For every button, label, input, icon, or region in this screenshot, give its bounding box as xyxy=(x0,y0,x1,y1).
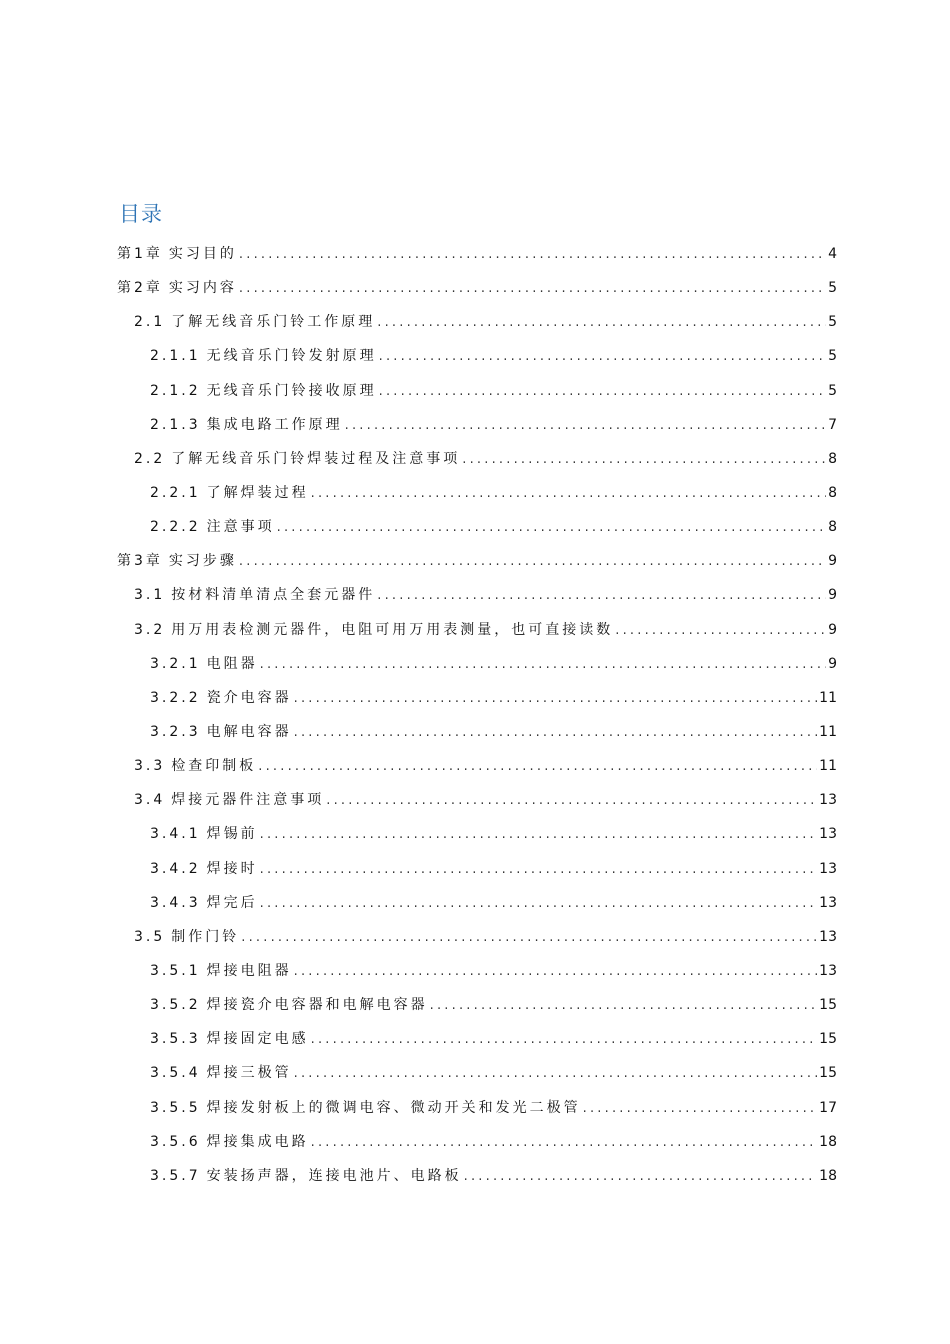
toc-entry-page-number: 15 xyxy=(819,1031,837,1048)
toc-dot-leader xyxy=(294,682,818,716)
toc-entry-page-number: 8 xyxy=(828,450,837,467)
toc-entry-number: 3.5.6 xyxy=(150,1133,201,1150)
toc-entry[interactable] xyxy=(117,715,837,749)
toc-entry-number: 3.5 xyxy=(134,928,166,945)
toc-entry-page-number: 13 xyxy=(819,826,837,843)
toc-entry-page-number: 5 xyxy=(828,348,837,365)
toc-entry[interactable] xyxy=(117,544,837,578)
toc-dot-leader xyxy=(377,306,826,340)
toc-entry-title: 集成电路工作原理 xyxy=(206,416,343,433)
toc-entry-title: 瓷介电容器 xyxy=(206,689,292,706)
toc-entry[interactable] xyxy=(117,1159,837,1193)
toc-dot-leader xyxy=(277,511,826,545)
toc-entry-title: 了解焊装过程 xyxy=(206,484,309,501)
toc-entry[interactable] xyxy=(117,374,837,408)
toc-entry[interactable] xyxy=(117,920,837,954)
toc-entry-number: 2.1.2 xyxy=(150,382,201,399)
toc-entry[interactable] xyxy=(117,476,837,510)
toc-entry-page-number: 9 xyxy=(828,655,837,672)
toc-entry-title: 实习目的 xyxy=(168,246,237,262)
toc-entry-title: 焊接元器件注意事项 xyxy=(171,792,325,809)
toc-dot-leader xyxy=(260,887,818,921)
toc-entry-title: 焊完后 xyxy=(206,894,258,911)
toc-entry-number: 3.5.5 xyxy=(150,1099,201,1116)
toc-entry-number: 第1章 xyxy=(117,246,163,262)
toc-entry-number: 3.5.4 xyxy=(150,1065,201,1082)
toc-entry[interactable] xyxy=(117,852,837,886)
toc-entry-title: 焊接瓷介电容器和电解电容器 xyxy=(206,997,428,1014)
toc-dot-leader xyxy=(615,614,826,648)
toc-entry[interactable] xyxy=(117,339,837,373)
toc-entry-number: 2.2.1 xyxy=(150,484,201,501)
toc-entry-page-number: 13 xyxy=(819,928,837,945)
toc-entry-page-number: 9 xyxy=(828,587,837,604)
toc-entry-number: 第2章 xyxy=(117,280,163,297)
toc-dot-leader xyxy=(462,443,826,477)
toc-entry-number: 3.1 xyxy=(134,587,166,604)
toc-entry-title: 实习步骤 xyxy=(168,553,237,570)
toc-entry[interactable] xyxy=(117,886,837,920)
toc-entry-title: 了解无线音乐门铃焊装过程及注意事项 xyxy=(171,450,461,467)
toc-dot-leader xyxy=(379,375,826,409)
toc-entry-page-number: 5 xyxy=(828,382,837,399)
toc-dot-leader xyxy=(258,750,817,784)
toc-entry[interactable] xyxy=(117,988,837,1022)
toc-entry[interactable] xyxy=(117,510,837,544)
toc-entry-title: 检查印制板 xyxy=(171,758,257,775)
toc-entry-title: 焊接三极管 xyxy=(206,1065,292,1082)
toc-entry-number: 2.2.2 xyxy=(150,519,201,536)
toc-entry-page-number: 7 xyxy=(828,416,837,433)
toc-entry-page-number: 9 xyxy=(828,553,837,570)
toc-entry-page-number: 11 xyxy=(819,758,837,775)
toc-entry-title: 安装扬声器，连接电池片、电路板 xyxy=(206,1167,462,1184)
toc-entry-title: 焊接时 xyxy=(206,860,258,877)
toc-dot-leader xyxy=(260,853,818,887)
toc-entry-title: 焊接固定电感 xyxy=(206,1031,309,1048)
toc-dot-leader xyxy=(464,1160,818,1194)
toc-entry-title: 焊接发射板上的微调电容、微动开关和发光二极管 xyxy=(206,1099,581,1116)
toc-dot-leader xyxy=(294,716,818,750)
toc-entry[interactable] xyxy=(117,408,837,442)
toc-entry-page-number: 18 xyxy=(819,1167,837,1184)
toc-entry-number: 3.5.2 xyxy=(150,997,201,1014)
toc-entry-title: 制作门铃 xyxy=(171,928,240,945)
toc-entry-page-number: 5 xyxy=(828,280,837,297)
toc-title: 目录 xyxy=(119,202,163,226)
toc-entry-number: 3.5.3 xyxy=(150,1031,201,1048)
toc-entry-page-number: 8 xyxy=(828,484,837,501)
toc-entry-number: 3.2.1 xyxy=(150,655,201,672)
toc-dot-leader xyxy=(311,1023,818,1057)
toc-entry-number: 2.1.1 xyxy=(150,348,201,365)
toc-entry-title: 按材料清单清点全套元器件 xyxy=(171,587,376,604)
toc-dot-leader xyxy=(583,1092,818,1126)
toc-dot-leader xyxy=(311,1126,818,1160)
toc-entry-number: 3.4.2 xyxy=(150,860,201,877)
toc-entry[interactable] xyxy=(117,681,837,715)
toc-entry[interactable] xyxy=(117,305,837,339)
toc-entry-title: 电阻器 xyxy=(206,655,258,672)
toc-dot-leader xyxy=(326,784,817,818)
toc-entry-number: 2.1 xyxy=(134,314,166,331)
toc-entry-page-number: 8 xyxy=(828,519,837,536)
toc-dot-leader xyxy=(260,818,818,852)
toc-entry-title: 电解电容器 xyxy=(206,723,292,740)
toc-entry[interactable] xyxy=(117,1125,837,1159)
toc-entry-page-number: 13 xyxy=(819,962,837,979)
toc-dot-leader xyxy=(294,955,818,989)
toc-dot-leader xyxy=(239,238,826,272)
toc-entry[interactable] xyxy=(117,647,837,681)
toc-entry-page-number: 17 xyxy=(819,1099,837,1116)
toc-entry-number: 3.2.3 xyxy=(150,723,201,740)
toc-entry-title: 无线音乐门铃发射原理 xyxy=(206,348,377,365)
toc-entry-number: 3.5.1 xyxy=(150,962,201,979)
toc-entry[interactable] xyxy=(117,271,837,305)
toc-dot-leader xyxy=(294,1057,818,1091)
toc-entry-title: 无线音乐门铃接收原理 xyxy=(206,382,377,399)
toc-entry-title: 用万用表检测元器件，电阻可用万用表测量，也可直接读数 xyxy=(171,621,614,638)
toc-entry-number: 3.4.3 xyxy=(150,894,201,911)
toc-entry-page-number: 13 xyxy=(819,792,837,809)
toc-entry-number: 3.3 xyxy=(134,758,166,775)
toc-dot-leader xyxy=(239,545,826,579)
toc-entry[interactable] xyxy=(117,954,837,988)
toc-entry-number: 3.2 xyxy=(134,621,166,638)
toc-entry[interactable] xyxy=(117,1022,837,1056)
toc-entry[interactable] xyxy=(117,613,837,647)
toc-entry-title: 了解无线音乐门铃工作原理 xyxy=(171,314,376,331)
toc-dot-leader xyxy=(311,477,826,511)
toc-dot-leader xyxy=(239,272,826,306)
toc-entry[interactable] xyxy=(117,578,837,612)
toc-entry-title: 焊接集成电路 xyxy=(206,1133,309,1150)
toc-entry-number: 2.1.3 xyxy=(150,416,201,433)
toc-entry-page-number: 4 xyxy=(828,246,837,262)
toc-entry[interactable] xyxy=(117,817,837,851)
toc-entry[interactable] xyxy=(117,783,837,817)
toc-entry-number: 3.4 xyxy=(134,792,166,809)
toc-entry-title: 注意事项 xyxy=(206,519,275,536)
toc-entry-page-number: 18 xyxy=(819,1133,837,1150)
toc-entry-number: 2.2 xyxy=(134,450,166,467)
toc-entry-page-number: 15 xyxy=(819,997,837,1014)
toc-entry-title: 焊接电阻器 xyxy=(206,962,292,979)
toc-entry-number: 3.5.7 xyxy=(150,1167,201,1184)
toc-entry[interactable] xyxy=(117,1091,837,1125)
toc-entry-page-number: 15 xyxy=(819,1065,837,1082)
toc-dot-leader xyxy=(379,340,826,374)
toc-list xyxy=(117,237,837,1193)
toc-dot-leader xyxy=(377,579,826,613)
toc-entry-page-number: 11 xyxy=(819,723,837,740)
toc-dot-leader xyxy=(260,648,826,682)
toc-dot-leader xyxy=(430,989,818,1023)
toc-entry-page-number: 13 xyxy=(819,860,837,877)
toc-dot-leader xyxy=(345,409,826,443)
toc-entry-number: 3.4.1 xyxy=(150,826,201,843)
toc-entry-title: 焊锡前 xyxy=(206,826,258,843)
toc-entry[interactable] xyxy=(117,1056,837,1090)
toc-entry[interactable] xyxy=(117,237,837,271)
toc-entry-page-number: 13 xyxy=(819,894,837,911)
toc-dot-leader xyxy=(241,921,817,955)
toc-entry[interactable] xyxy=(117,749,837,783)
toc-entry-page-number: 11 xyxy=(819,689,837,706)
toc-entry-page-number: 5 xyxy=(828,314,837,331)
toc-entry-title: 实习内容 xyxy=(168,280,237,297)
toc-entry-number: 3.2.2 xyxy=(150,689,201,706)
toc-entry-number: 第3章 xyxy=(117,553,163,570)
toc-entry[interactable] xyxy=(117,442,837,476)
toc-entry-page-number: 9 xyxy=(828,621,837,638)
